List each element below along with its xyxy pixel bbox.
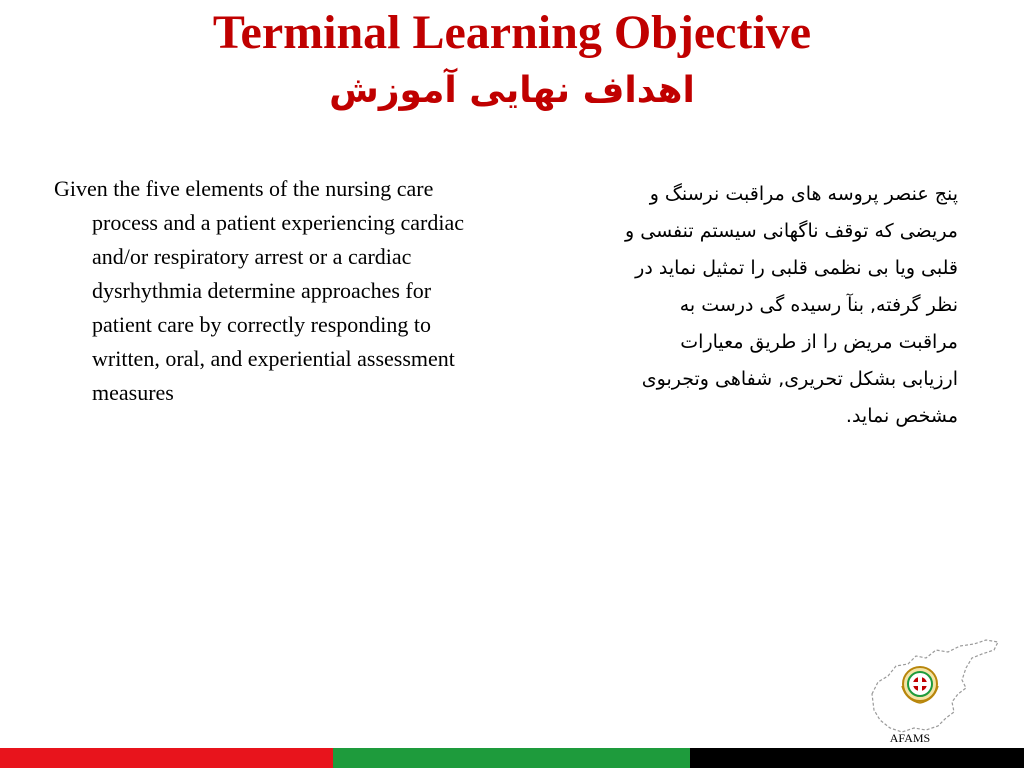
persian-line: مراقبت مریض را از طریق معیارات: [680, 331, 958, 353]
flag-bar-green: [333, 748, 690, 768]
slide-title-persian: اهداف نهایی آموزش: [329, 70, 695, 111]
flag-color-bar: [0, 748, 1024, 768]
flag-bar-black: [690, 748, 1024, 768]
objective-text-persian: [530, 176, 958, 435]
slide-title-english: Terminal Learning Objective: [212, 6, 812, 59]
persian-line: مریضی که توقف ناگهانی سیستم تنفسی و: [625, 220, 958, 242]
persian-line: پنج عنصر پروسه های مراقبت نرسنگ و: [649, 183, 958, 205]
flag-bar-red: [0, 748, 333, 768]
afams-label: AFAMS: [889, 731, 931, 745]
objective-text-english: Given the five elements of the nursing care process and a patient experiencing cardiac and/or respiratory arrest or a cardiac dysrhythmia determine approaches for patient care by correctly responding to written, oral, and experiential assessment measures: [54, 176, 464, 405]
persian-line: ارزیابی بشکل تحریری, شفاهی وتجربوی: [641, 368, 958, 390]
persian-line: نظر گرفته, بنآ رسیده گی درست به: [679, 294, 958, 316]
persian-line: قلبی ویا بی نظمی قلبی را تمثیل نماید در: [635, 257, 958, 279]
persian-line: مشخص نماید.: [845, 405, 958, 427]
